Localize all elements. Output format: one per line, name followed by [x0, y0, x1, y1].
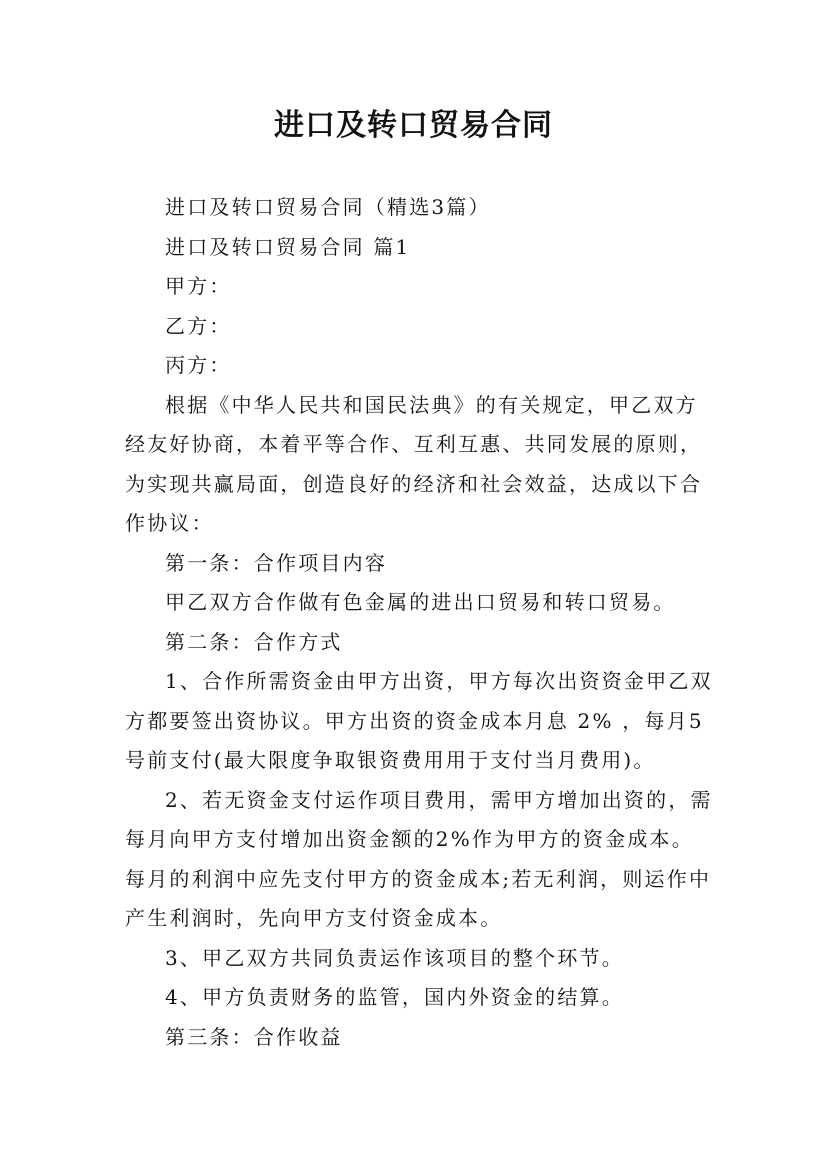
party-a-line: 甲方： [165, 274, 232, 298]
preamble-paragraph: 根据《中华人民共和国民法典》的有关规定，甲乙双方经友好协商，本着平等合作、互利互惠、共同发展的原则，为实现共赢局面，创造良好的经济和社会效益，达成以下合作协议： [125, 392, 703, 535]
section-heading-part-1: 进口及转口贸易合同 篇1 [165, 234, 411, 259]
document-title: 进口及转口贸易合同 [274, 108, 553, 143]
article-2-clause-2: 2、若无资金支付运作项目费用，需甲方增加出资的，需每月向甲方支付增加出资金额的2%作为甲方的资金成本。每月的利润中应先支付甲方的资金成本;若无利润，则运作中产生利润时，先向甲方支付资金成本。 [125, 787, 713, 930]
article-2-clause-3: 3、甲乙双方共同负责运作该项目的整个环节。 [165, 945, 624, 970]
article-2-clause-4: 4、甲方负责财务的监管，国内外资金的结算。 [165, 985, 624, 1009]
article-3-heading: 第三条：合作收益 [165, 1024, 343, 1049]
document-body [125, 188, 715, 1057]
article-2-clause-1: 1、合作所需资金由甲方出资，甲方每次出资资金甲乙双方都要签出资协议。甲方出资的资金成本月息 2% ，每月5号前支付(最大限度争取银资费用用于支付当月费用)。 [125, 669, 713, 772]
party-c-line: 丙方： [165, 353, 232, 377]
party-b-line: 乙方： [165, 313, 232, 338]
article-1-heading: 第一条：合作项目内容 [165, 550, 387, 575]
subtitle-selected-three: 进口及转口贸易合同（精选3篇） [165, 195, 491, 219]
article-1-text: 甲乙双方合作做有色金属的进出口贸易和转口贸易。 [165, 590, 676, 614]
article-2-heading: 第二条：合作方式 [165, 629, 343, 654]
